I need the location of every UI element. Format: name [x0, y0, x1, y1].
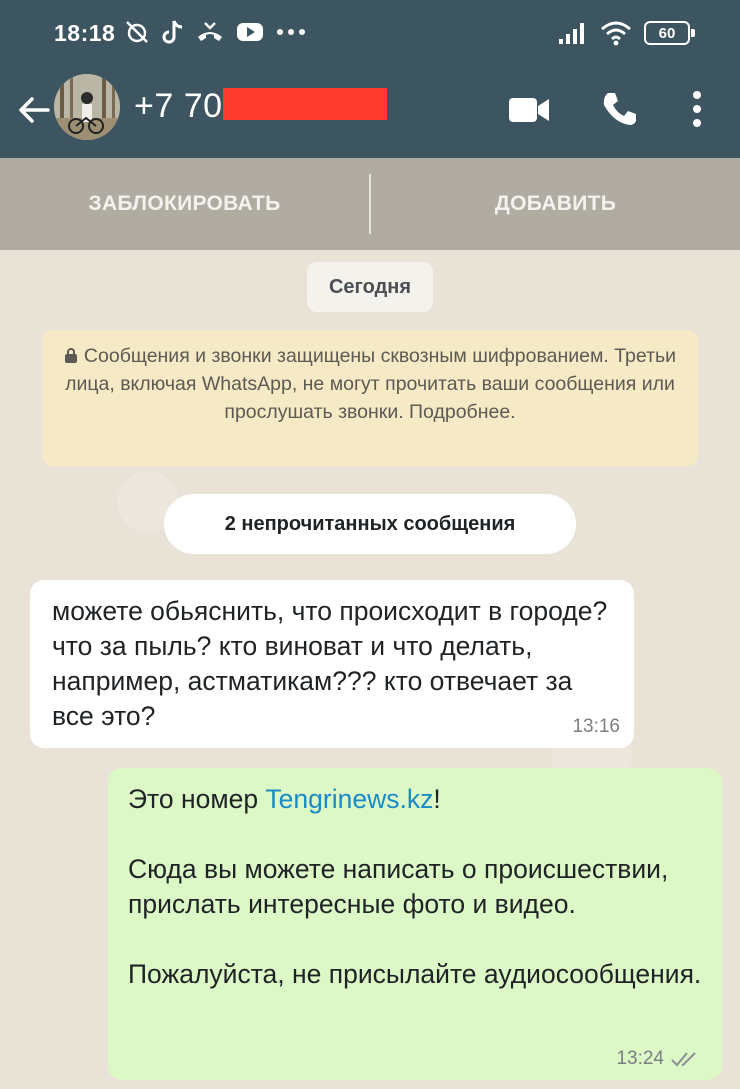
more-dots-icon — [276, 28, 306, 36]
outgoing-message-meta — [616, 1048, 700, 1070]
back-arrow-icon[interactable] — [14, 90, 54, 130]
lock-icon — [64, 347, 78, 363]
unknown-contact-actions — [0, 158, 740, 250]
block-button[interactable]: ЗАБЛОКИРОВАТЬ — [88, 192, 281, 215]
status-notification-icons — [124, 19, 306, 45]
add-contact-button[interactable]: ДОБАВИТЬ — [494, 192, 617, 215]
outgoing-line-1-prefix: Это номер — [128, 784, 266, 814]
more-vert-icon[interactable] — [690, 90, 704, 128]
signal-icon — [558, 21, 588, 45]
tengrinews-link[interactable]: Tengrinews.kz — [265, 784, 434, 814]
incoming-message-time: 13:16 — [572, 716, 620, 737]
incoming-message[interactable] — [30, 580, 634, 748]
outgoing-message[interactable] — [108, 768, 722, 1080]
wifi-icon — [600, 20, 632, 46]
alarm-off-icon — [124, 19, 150, 45]
missed-call-icon — [196, 19, 224, 45]
chat-header — [0, 66, 740, 158]
contact-name[interactable]: +7 70 — [134, 87, 223, 125]
date-separator: Сегодня — [307, 262, 433, 312]
status-time: 18:18 — [54, 20, 116, 46]
incoming-message-text: можете обьяснить, что происходит в городе? что за пыль? кто виноват и что делать, например, астматикам??? кто отвечает за все это? — [52, 596, 608, 731]
youtube-icon — [236, 21, 264, 43]
status-bar — [0, 0, 740, 66]
outgoing-paragraph-3: Пожалуйста, не присылайте аудиосообщения. — [128, 959, 702, 989]
voice-call-icon[interactable] — [600, 90, 638, 128]
status-system-icons — [558, 20, 690, 46]
encryption-notice-text: Сообщения и звонки защищены сквозным шифрованием. Третьи лица, включая WhatsApp, не могут прочитать ваши сообщения или прослушать звонки. Подробнее. — [65, 345, 677, 423]
battery-icon — [644, 21, 690, 45]
outgoing-paragraph-2: Сюда вы можете написать о происшествии, прислать интересные фото и видео. — [128, 854, 669, 919]
redaction-bar — [223, 88, 387, 120]
unread-messages-badge: 2 непрочитанных сообщения — [164, 494, 576, 554]
outgoing-line-1 — [128, 782, 702, 817]
outgoing-line-1-suffix: ! — [433, 784, 441, 814]
double-check-icon — [670, 1050, 700, 1068]
outgoing-message-time: 13:24 — [616, 1048, 664, 1069]
contact-avatar[interactable] — [54, 74, 120, 140]
battery-level: 60 — [658, 24, 676, 42]
video-call-icon[interactable] — [508, 94, 550, 126]
encryption-notice[interactable] — [42, 330, 698, 466]
tiktok-icon — [162, 19, 184, 45]
